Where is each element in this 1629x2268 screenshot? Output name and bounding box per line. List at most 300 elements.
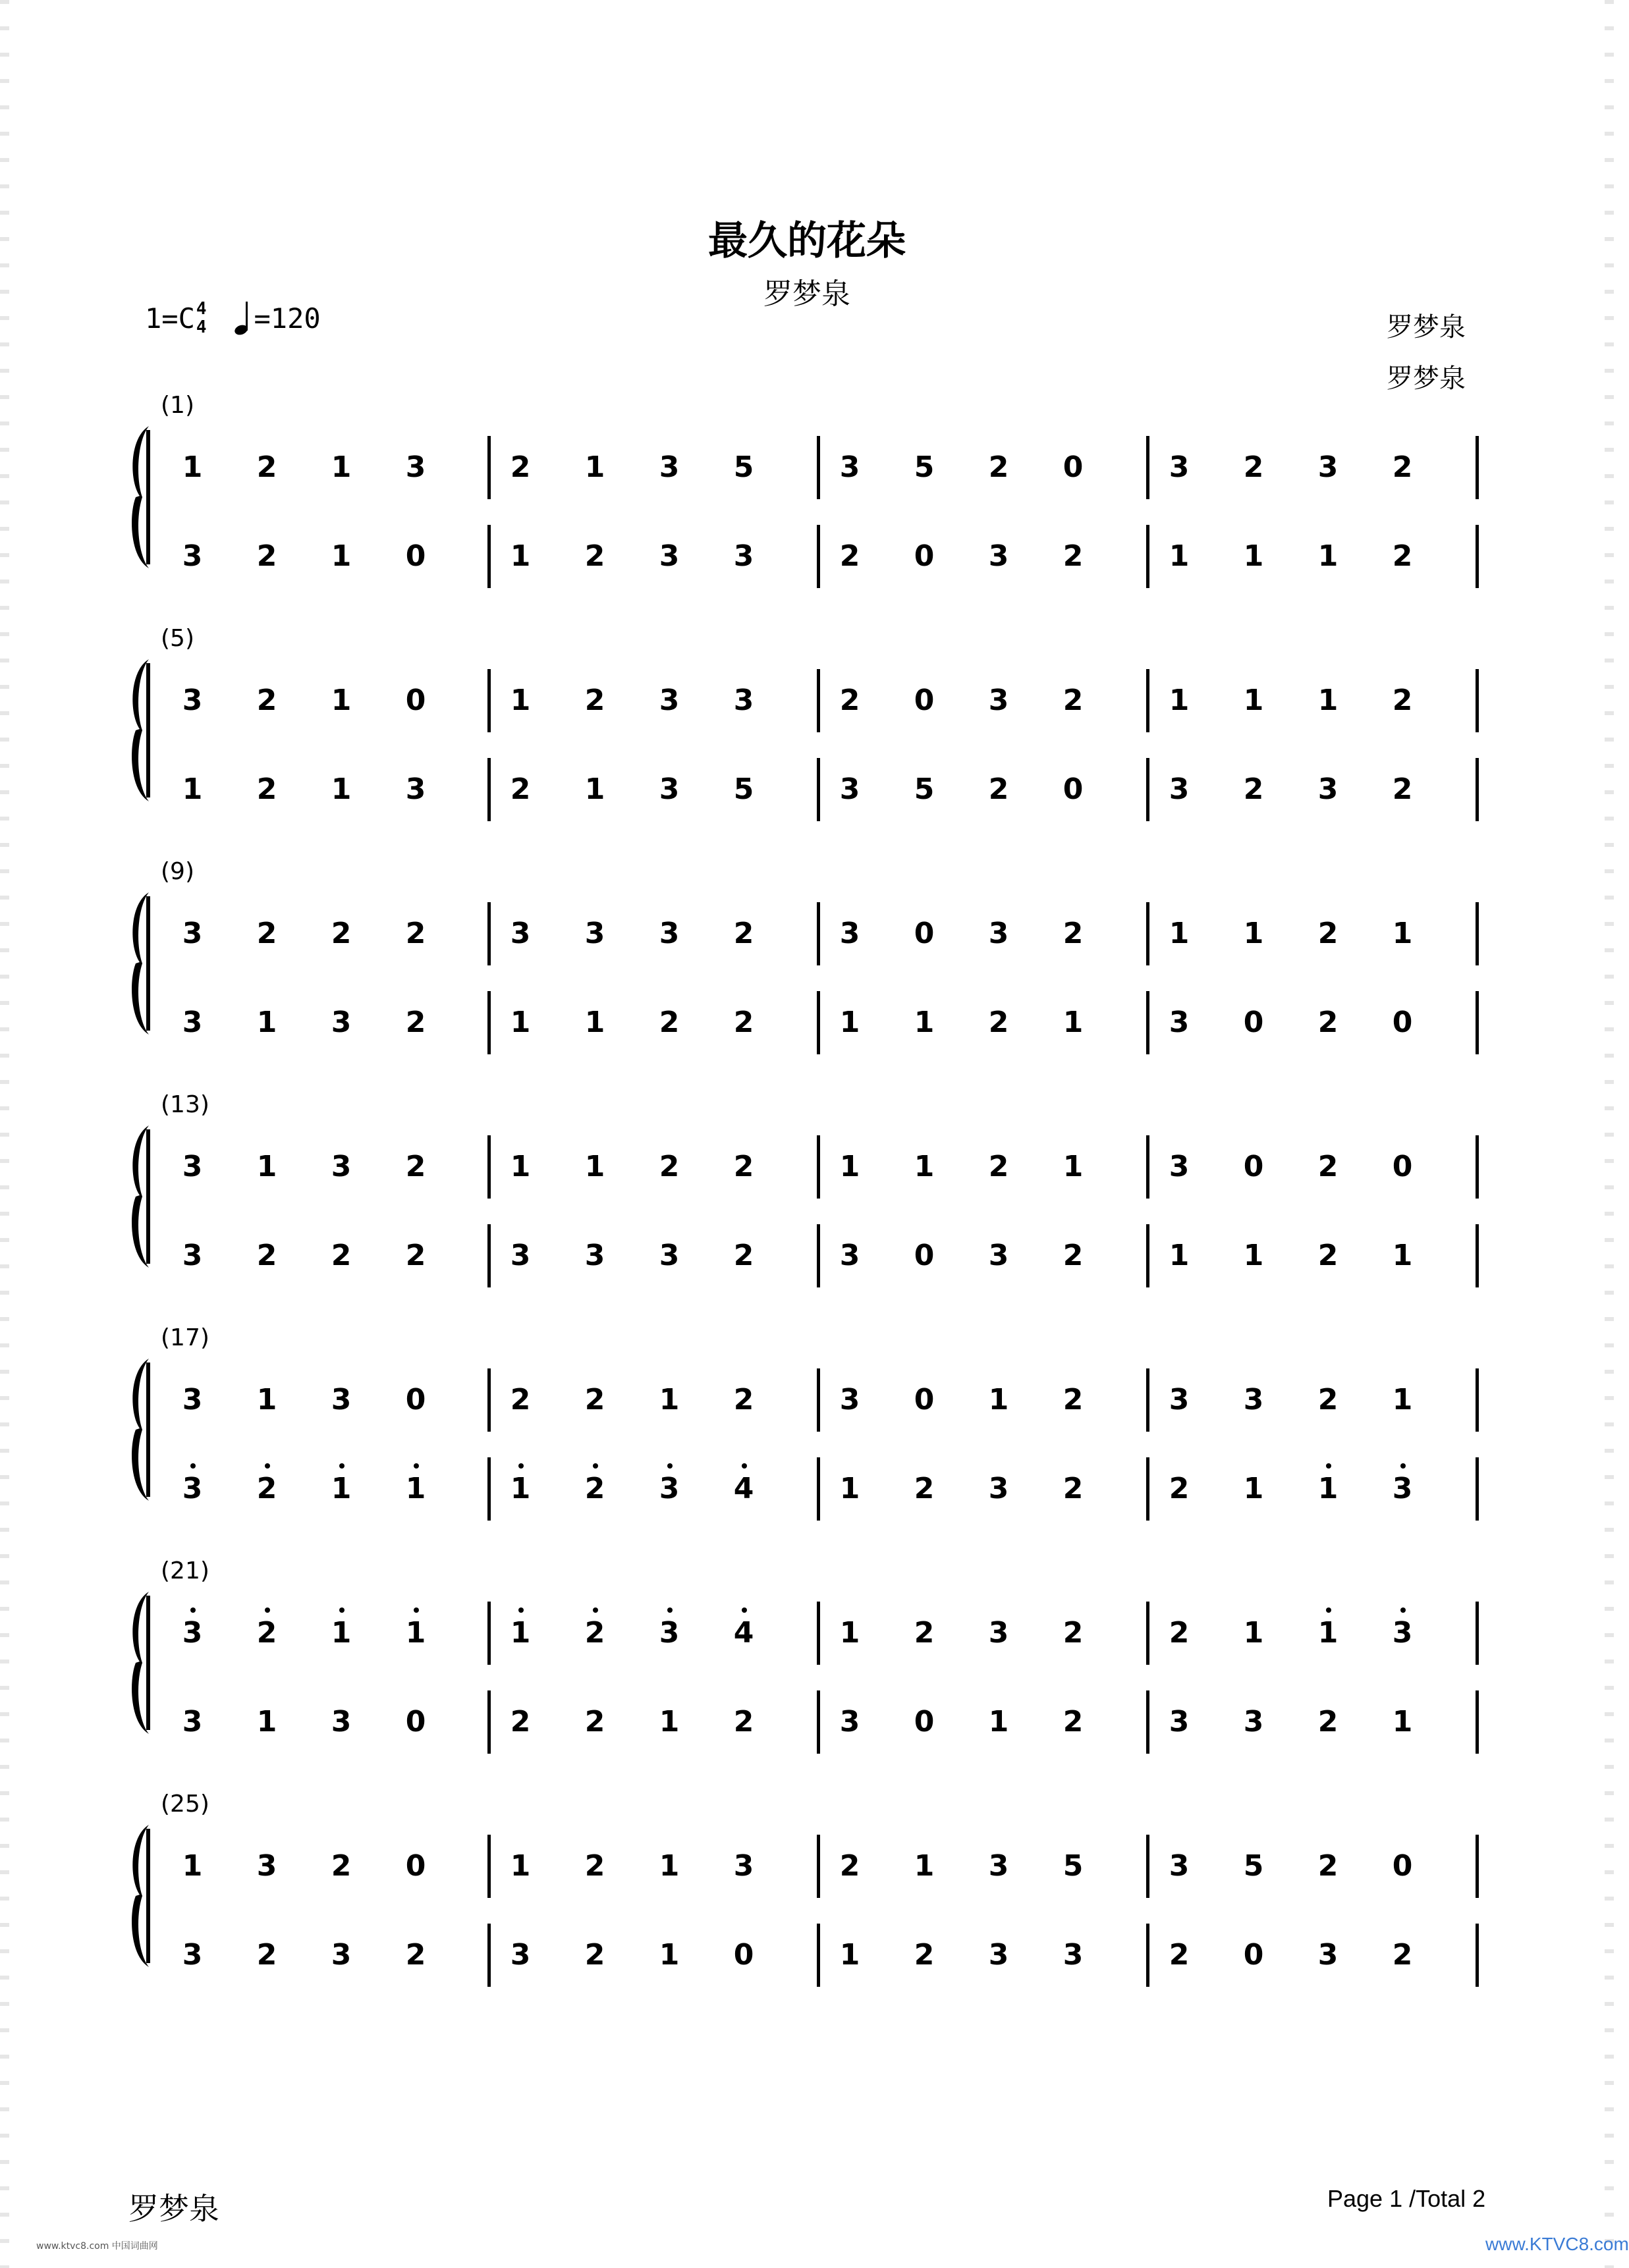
barline — [817, 1835, 820, 1898]
note — [575, 451, 615, 484]
note-digit: 0 — [405, 539, 426, 573]
note-digit: 2 — [1317, 1705, 1339, 1739]
note — [830, 773, 870, 806]
barline — [1146, 902, 1149, 965]
note-digit: 1 — [1317, 539, 1339, 573]
note-digit: 3 — [733, 539, 754, 573]
note-digit: 2 — [1243, 772, 1264, 806]
note — [830, 1617, 870, 1650]
note — [1383, 684, 1422, 717]
time-signature — [196, 300, 207, 337]
barline — [817, 1368, 820, 1432]
note — [1234, 1939, 1273, 1972]
barline — [817, 1224, 820, 1287]
note-digit: 3 — [182, 1938, 203, 1972]
note-digit: 3 — [839, 1705, 860, 1739]
note-digit: 0 — [914, 1705, 935, 1739]
note — [979, 917, 1018, 950]
note-digit: 0 — [1243, 1938, 1264, 1972]
note-digit: 2 — [659, 1006, 680, 1039]
note-digit: 3 — [733, 1849, 754, 1883]
note — [396, 1150, 435, 1183]
note — [1308, 684, 1348, 717]
note — [173, 1239, 212, 1272]
system-barline — [146, 896, 150, 1031]
note-digit: 2 — [1063, 1616, 1084, 1650]
note-digit: 3 — [510, 917, 531, 950]
note-digit: 1 — [1063, 1150, 1084, 1183]
note — [830, 1384, 870, 1417]
note-digit: 2 — [510, 1705, 531, 1739]
note-digit: 0 — [1063, 450, 1084, 484]
note — [173, 917, 212, 950]
note-digit: 0 — [1243, 1006, 1264, 1039]
note-digit: 2 — [256, 1616, 277, 1650]
octave-dot — [190, 1463, 196, 1469]
barline — [1476, 525, 1479, 588]
note — [1053, 1239, 1093, 1272]
note — [1053, 1150, 1093, 1183]
note — [321, 1706, 361, 1739]
barline — [487, 1457, 491, 1521]
note — [1234, 773, 1273, 806]
note-digit: 2 — [256, 917, 277, 950]
note — [575, 1706, 615, 1739]
note — [1234, 1850, 1273, 1883]
note — [247, 451, 287, 484]
note — [1308, 451, 1348, 484]
note-digit: 2 — [1063, 539, 1084, 573]
note — [173, 1939, 212, 1972]
barline — [1146, 1368, 1149, 1432]
octave-dot — [190, 1607, 196, 1613]
barline — [1476, 1224, 1479, 1287]
note — [979, 1617, 1018, 1650]
note — [1159, 917, 1199, 950]
note — [247, 1006, 287, 1039]
note — [904, 1617, 944, 1650]
note — [1159, 773, 1199, 806]
note-digit: 3 — [182, 1705, 203, 1739]
note — [649, 684, 689, 717]
note-digit: 2 — [256, 1938, 277, 1972]
note — [1053, 773, 1093, 806]
note-digit: 3 — [510, 1938, 531, 1972]
note — [173, 1617, 212, 1650]
note — [396, 1939, 435, 1972]
note-digit: 2 — [584, 1616, 605, 1650]
note — [1053, 1006, 1093, 1039]
note-digit: 2 — [256, 684, 277, 717]
note-digit: 1 — [182, 1849, 203, 1883]
note-digit: 2 — [1169, 1938, 1190, 1972]
note — [173, 1006, 212, 1039]
note-digit: 3 — [839, 1239, 860, 1272]
note-digit: 2 — [659, 1150, 680, 1183]
note — [1308, 1472, 1348, 1505]
barline — [1146, 991, 1149, 1054]
note — [321, 1006, 361, 1039]
note-digit: 2 — [256, 450, 277, 484]
note-digit: 3 — [659, 772, 680, 806]
measure-number: (25) — [161, 1791, 209, 1818]
note-digit: 2 — [988, 772, 1009, 806]
note — [575, 1150, 615, 1183]
note — [904, 1006, 944, 1039]
note-digit: 2 — [1243, 450, 1264, 484]
note-digit: 3 — [659, 1472, 680, 1505]
note — [830, 540, 870, 573]
note — [649, 1150, 689, 1183]
note-digit: 2 — [510, 1383, 531, 1417]
note-digit: 1 — [1169, 684, 1190, 717]
barline — [487, 1224, 491, 1287]
note-digit: 2 — [405, 1006, 426, 1039]
note-digit: 1 — [1169, 1239, 1190, 1272]
note — [649, 451, 689, 484]
barline — [817, 436, 820, 499]
note-digit: 4 — [733, 1472, 754, 1505]
note — [904, 1239, 944, 1272]
note — [1308, 1239, 1348, 1272]
note-digit: 2 — [331, 1849, 352, 1883]
note-digit: 3 — [182, 1383, 203, 1417]
note — [724, 540, 763, 573]
barline — [487, 902, 491, 965]
barline — [487, 1602, 491, 1665]
note — [247, 1617, 287, 1650]
barline — [1476, 1835, 1479, 1898]
note — [1053, 917, 1093, 950]
key-signature: 1=C — [145, 302, 195, 335]
note-digit: 1 — [1243, 1472, 1264, 1505]
note-digit: 2 — [733, 1239, 754, 1272]
note-digit: 2 — [1317, 1006, 1339, 1039]
note — [830, 1150, 870, 1183]
note — [247, 1384, 287, 1417]
note — [830, 1706, 870, 1739]
note-digit: 1 — [510, 1150, 531, 1183]
note — [1308, 540, 1348, 573]
barline — [1476, 902, 1479, 965]
note — [501, 1384, 540, 1417]
note — [396, 1706, 435, 1739]
note-digit: 1 — [914, 1849, 935, 1883]
note — [979, 1850, 1018, 1883]
note — [1234, 1472, 1273, 1505]
note-digit: 3 — [584, 917, 605, 950]
note — [1234, 451, 1273, 484]
note — [1383, 773, 1422, 806]
barline — [1476, 1457, 1479, 1521]
note — [1383, 1939, 1422, 1972]
note-digit: 3 — [988, 684, 1009, 717]
measure-number: (1) — [161, 392, 194, 419]
note-digit: 2 — [510, 772, 531, 806]
note — [501, 451, 540, 484]
note-digit: 2 — [256, 539, 277, 573]
note-digit: 2 — [1317, 1239, 1339, 1272]
note-digit: 3 — [988, 1239, 1009, 1272]
note — [1159, 1850, 1199, 1883]
note-digit: 0 — [405, 684, 426, 717]
note-digit: 0 — [914, 539, 935, 573]
note — [1159, 1939, 1199, 1972]
system-barline — [146, 1363, 150, 1497]
note-digit: 3 — [405, 772, 426, 806]
system-barline — [146, 430, 150, 564]
note-digit: 3 — [1392, 1616, 1413, 1650]
note-digit: 2 — [733, 1705, 754, 1739]
note — [575, 917, 615, 950]
note — [830, 1006, 870, 1039]
note-digit: 1 — [510, 539, 531, 573]
note-digit: 1 — [510, 1006, 531, 1039]
note — [501, 1850, 540, 1883]
note-digit: 0 — [405, 1383, 426, 1417]
note — [1383, 1617, 1422, 1650]
note-digit: 2 — [988, 1006, 1009, 1039]
note-digit: 1 — [331, 1616, 352, 1650]
note — [1159, 1150, 1199, 1183]
measure-number: (5) — [161, 625, 194, 652]
note-digit: 2 — [914, 1472, 935, 1505]
note-digit: 2 — [405, 917, 426, 950]
system-barline — [146, 1596, 150, 1730]
barline — [487, 436, 491, 499]
barline — [1476, 436, 1479, 499]
note — [904, 917, 944, 950]
note-digit: 3 — [988, 1472, 1009, 1505]
note — [649, 1850, 689, 1883]
note-digit: 2 — [256, 772, 277, 806]
note — [979, 451, 1018, 484]
note — [247, 684, 287, 717]
note-digit: 3 — [1169, 1383, 1190, 1417]
barline — [1476, 1602, 1479, 1665]
note — [396, 1239, 435, 1272]
note-digit: 3 — [988, 1849, 1009, 1883]
time-signature-bottom: 4 — [196, 317, 207, 337]
note-digit: 3 — [182, 1616, 203, 1650]
note — [724, 773, 763, 806]
note — [1308, 1706, 1348, 1739]
measure-number: (9) — [161, 858, 194, 885]
note-digit: 3 — [1169, 1705, 1190, 1739]
note — [649, 1706, 689, 1739]
note — [1159, 1239, 1199, 1272]
octave-dot — [518, 1607, 524, 1613]
note-digit: 1 — [1392, 1239, 1413, 1272]
note — [1159, 1472, 1199, 1505]
note — [501, 1239, 540, 1272]
note-digit: 3 — [659, 917, 680, 950]
note — [575, 1006, 615, 1039]
note — [321, 1617, 361, 1650]
note — [979, 773, 1018, 806]
note-digit: 1 — [510, 1616, 531, 1650]
note — [501, 1006, 540, 1039]
note — [830, 1472, 870, 1505]
note — [1308, 1617, 1348, 1650]
note-digit: 2 — [1063, 917, 1084, 950]
note-digit: 1 — [182, 450, 203, 484]
barline — [1146, 1457, 1149, 1521]
note-digit: 0 — [405, 1705, 426, 1739]
note-digit: 1 — [988, 1383, 1009, 1417]
note — [575, 773, 615, 806]
octave-dot — [593, 1463, 598, 1469]
note-digit: 3 — [1243, 1383, 1264, 1417]
octave-dot — [1400, 1607, 1406, 1613]
score-system — [0, 1557, 1614, 1739]
note-digit: 1 — [584, 450, 605, 484]
note-digit: 2 — [584, 684, 605, 717]
note — [979, 1006, 1018, 1039]
note-digit: 0 — [733, 1938, 754, 1972]
note-digit: 3 — [584, 1239, 605, 1272]
note-digit: 3 — [988, 1938, 1009, 1972]
note — [724, 1850, 763, 1883]
note — [904, 540, 944, 573]
note-digit: 0 — [1243, 1150, 1264, 1183]
note — [904, 1850, 944, 1883]
note — [575, 1239, 615, 1272]
barline — [1146, 1224, 1149, 1287]
note-digit: 1 — [1317, 1472, 1339, 1505]
note-digit: 1 — [182, 772, 203, 806]
octave-dot — [1400, 1463, 1406, 1469]
barline — [487, 1368, 491, 1432]
note — [649, 1939, 689, 1972]
note — [1383, 1006, 1422, 1039]
note — [1053, 684, 1093, 717]
note-digit: 2 — [914, 1616, 935, 1650]
score-system — [0, 1091, 1614, 1272]
note-digit: 3 — [405, 450, 426, 484]
note — [979, 1472, 1018, 1505]
note-digit: 2 — [584, 1383, 605, 1417]
note — [575, 1939, 615, 1972]
score-system — [0, 392, 1614, 573]
note — [1308, 917, 1348, 950]
note — [1234, 1006, 1273, 1039]
note — [1234, 684, 1273, 717]
note-digit: 1 — [1243, 917, 1264, 950]
song-subtitle: 罗梦泉 — [763, 277, 850, 311]
note — [1159, 451, 1199, 484]
note — [904, 1384, 944, 1417]
note-digit: 3 — [1317, 1938, 1339, 1972]
note — [1383, 451, 1422, 484]
note — [1159, 1384, 1199, 1417]
note-digit: 2 — [988, 450, 1009, 484]
barline — [817, 1924, 820, 1987]
note-digit: 3 — [839, 772, 860, 806]
note-digit: 1 — [914, 1150, 935, 1183]
note-digit: 0 — [1063, 772, 1084, 806]
note — [396, 1472, 435, 1505]
note-digit: 1 — [659, 1938, 680, 1972]
note — [904, 1939, 944, 1972]
note — [575, 1384, 615, 1417]
note-digit: 1 — [331, 450, 352, 484]
note — [1234, 1384, 1273, 1417]
note-digit: 1 — [1392, 1705, 1413, 1739]
barline — [1146, 1602, 1149, 1665]
note — [173, 684, 212, 717]
note-digit: 3 — [182, 1472, 203, 1505]
note — [904, 1472, 944, 1505]
note — [979, 1939, 1018, 1972]
barline — [1476, 1135, 1479, 1199]
note — [396, 540, 435, 573]
note — [724, 1384, 763, 1417]
note-digit: 2 — [331, 1239, 352, 1272]
note — [501, 917, 540, 950]
note-digit: 1 — [331, 772, 352, 806]
note — [247, 1706, 287, 1739]
note — [396, 917, 435, 950]
note — [1234, 1239, 1273, 1272]
note-digit: 1 — [510, 684, 531, 717]
note-digit: 2 — [1392, 684, 1413, 717]
note-digit: 1 — [1243, 539, 1264, 573]
note — [649, 540, 689, 573]
key-and-tempo — [145, 300, 321, 337]
note — [979, 1239, 1018, 1272]
measure-number: (17) — [161, 1324, 209, 1351]
note — [501, 1472, 540, 1505]
note-digit: 1 — [659, 1849, 680, 1883]
note-digit: 2 — [733, 917, 754, 950]
footer-author: 罗梦泉 — [128, 2191, 219, 2227]
octave-dot — [667, 1607, 673, 1613]
note — [1053, 1706, 1093, 1739]
note-digit: 1 — [405, 1472, 426, 1505]
barline — [487, 1924, 491, 1987]
time-signature-top: 4 — [196, 299, 207, 319]
note — [1053, 1472, 1093, 1505]
note-digit: 0 — [914, 684, 935, 717]
note-digit: 1 — [331, 1472, 352, 1505]
barline — [1146, 758, 1149, 821]
note-digit: 5 — [1243, 1849, 1264, 1883]
note-digit: 3 — [182, 684, 203, 717]
note — [321, 1239, 361, 1272]
note-digit: 2 — [988, 1150, 1009, 1183]
barline — [487, 1690, 491, 1754]
barline — [1146, 436, 1149, 499]
note-digit: 3 — [331, 1150, 352, 1183]
note-digit: 1 — [1243, 1239, 1264, 1272]
note-digit: 5 — [733, 772, 754, 806]
barline — [1476, 991, 1479, 1054]
note — [501, 684, 540, 717]
note — [724, 1706, 763, 1739]
note — [321, 1150, 361, 1183]
note-digit: 3 — [1169, 772, 1190, 806]
note — [247, 917, 287, 950]
note — [1383, 1850, 1422, 1883]
note — [979, 684, 1018, 717]
note-digit: 1 — [1169, 917, 1190, 950]
note — [1234, 1617, 1273, 1650]
composer-credit: 罗梦泉 — [1387, 312, 1466, 342]
note — [1234, 917, 1273, 950]
quarter-note-icon — [235, 302, 252, 335]
note-digit: 1 — [1392, 917, 1413, 950]
